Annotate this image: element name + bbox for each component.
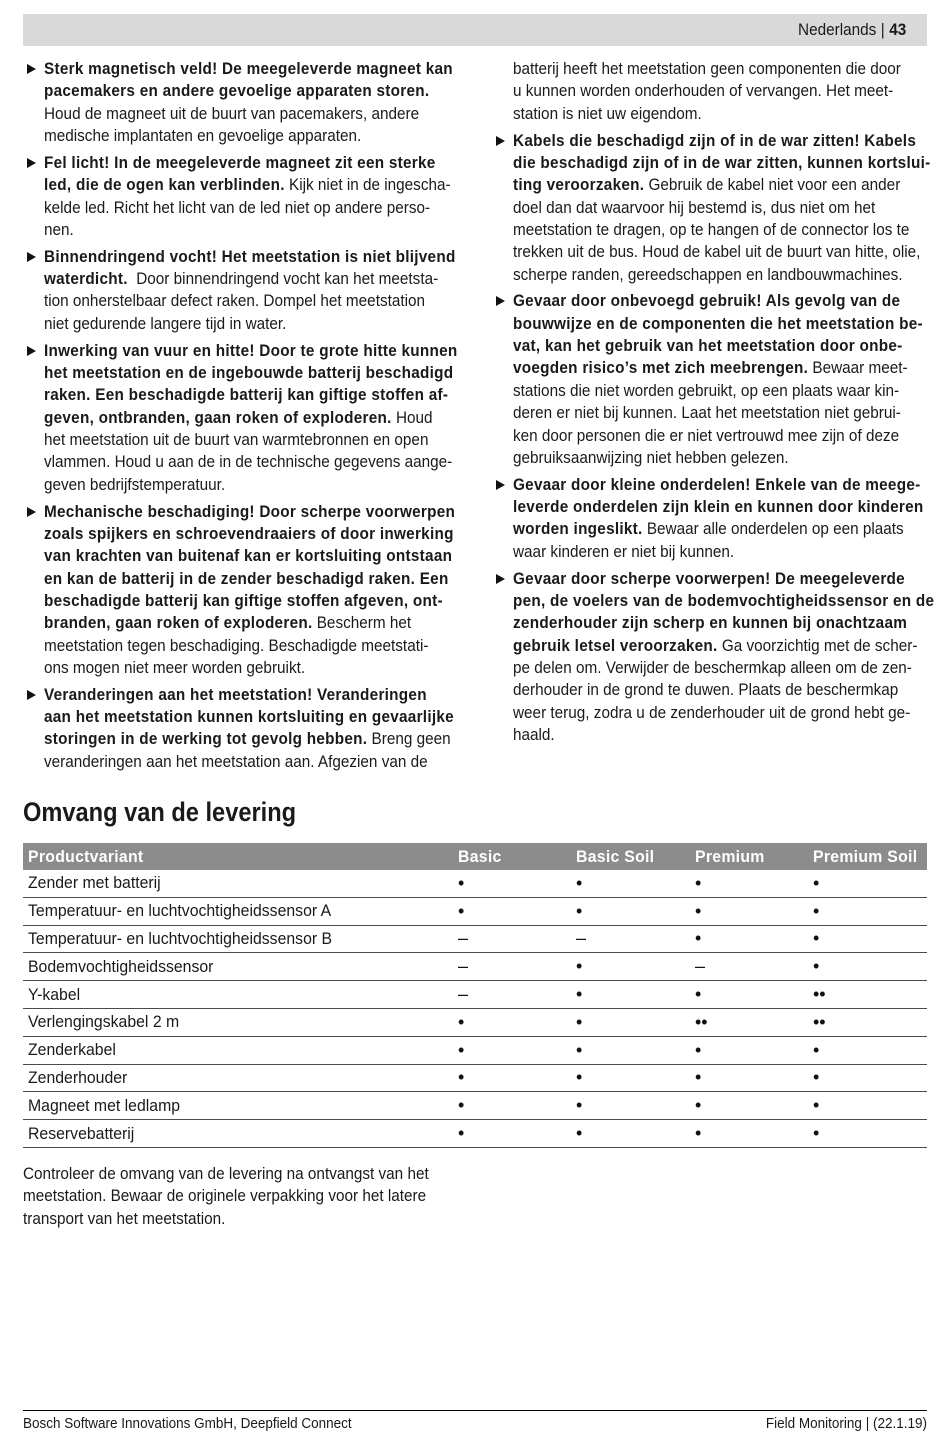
text-line	[44, 612, 418, 634]
body-text: Ga voorzichtig met de scher-	[717, 635, 918, 655]
body-text: weer terug, zodra u de zenderhouder uit de grond hebt ge-	[513, 702, 911, 722]
safety-warning-item	[492, 290, 927, 469]
body-text: Door binnendringend vocht kan het meetsta-	[127, 269, 439, 289]
body-text: station is niet uw eigendom.	[513, 103, 702, 123]
warning-bold-text: en kan de batterij in de zender beschadigd raken. Een	[44, 568, 449, 588]
warning-bold-text: Gevaar door onbevoegd gebruik! Als gevolg van de	[513, 291, 901, 311]
header-separator: |	[880, 20, 885, 39]
bullet-triangle-icon	[27, 252, 36, 262]
availability-cell: ••	[813, 984, 826, 1005]
note-line: Controleer de omvang van de levering na ontvangst van het	[23, 1164, 429, 1183]
text-line	[513, 313, 923, 335]
warning-bold-text: Kabels die beschadigd zijn of in de war zitten! Kabels	[513, 130, 917, 150]
text-line	[44, 58, 453, 80]
bullet-triangle-icon	[27, 158, 36, 168]
warning-bold-text: storingen in de werking tot gevolg hebben.	[44, 729, 368, 749]
table-header-cell	[576, 843, 690, 870]
text-line	[513, 152, 931, 174]
item-name: Zenderkabel	[28, 1040, 116, 1060]
warning-bold-text: pacemakers en andere gevoelige apparaten storen.	[44, 81, 430, 101]
body-text: batterij heeft het meetstation geen componenten die door	[513, 59, 901, 78]
text-line	[44, 246, 456, 268]
text-line	[513, 219, 910, 241]
availability-cell: –	[695, 956, 706, 977]
table-row	[23, 953, 927, 981]
text-line	[513, 518, 904, 540]
warning-bold-text: beschadigde batterij kan giftige stoffen afgeven, ont-	[44, 590, 443, 610]
item-name-cell	[28, 898, 453, 925]
warning-bold-text: geven, ontbranden, gaan roken of exploderen.	[44, 407, 392, 427]
availability-cell: •	[813, 928, 820, 949]
text-line	[44, 451, 453, 473]
body-text: meetstation tegen beschadiging. Beschadigde meetstati-	[44, 635, 429, 655]
warning-bold-text: waterdicht.	[44, 269, 128, 289]
item-name-cell	[28, 1120, 453, 1147]
body-text: meetstation te dragen, op te hangen of de connector los te	[513, 219, 910, 239]
warning-bold-text: aan het meetstation kunnen kortsluiting en gevaarlijke	[44, 707, 454, 727]
warning-bold-text: ting veroorzaken.	[513, 175, 645, 195]
warning-bold-text: Gevaar door scherpe voorwerpen! De meegeleverde	[513, 568, 905, 588]
availability-cell: •	[458, 1011, 465, 1032]
availability-cell: –	[458, 984, 469, 1005]
text-line	[513, 568, 905, 590]
text-line	[44, 125, 418, 147]
text-line	[513, 174, 901, 196]
note-line: meetstation. Bewaar de originele verpakking voor het latere	[23, 1186, 427, 1206]
body-text: geven bedrijfstemperatuur.	[44, 474, 226, 494]
text-line	[513, 402, 901, 424]
table-header-cell	[695, 843, 808, 870]
warning-bold-text: leverde onderdelen zijn klein en kunnen door kinderen	[513, 497, 924, 517]
text-line	[44, 407, 433, 429]
table-header-label: Premium Soil	[813, 846, 918, 866]
table-row	[23, 981, 927, 1009]
table-header-row	[23, 843, 927, 870]
text-line	[44, 362, 454, 384]
table-header-cell	[813, 843, 927, 870]
availability-cell: –	[458, 956, 469, 977]
text-line	[513, 679, 899, 701]
safety-warning-item	[492, 568, 935, 747]
text-line	[513, 103, 886, 125]
availability-cell: •	[576, 1039, 583, 1060]
text-line	[44, 103, 418, 125]
availability-cell: •	[576, 984, 583, 1005]
warning-bold-text: van krachten van buitenaf kan er kortsluiting ontstaan	[44, 546, 453, 566]
body-text: tion onherstelbaar defect raken. Dompel het meetstation	[44, 291, 426, 311]
item-name: Temperatuur- en luchtvochtigheidssensor A	[28, 901, 332, 921]
language-label: Nederlands	[797, 20, 876, 39]
text-line	[44, 429, 429, 451]
text-line	[44, 474, 418, 496]
warning-bold-text: raken. Een beschadigde batterij kan giftige stoffen af-	[44, 385, 449, 405]
body-text: u kunnen worden onderhouden of vervangen. Het meet-	[513, 81, 894, 101]
table-header-label: Basic Soil	[576, 846, 655, 866]
availability-cell: •	[576, 1067, 583, 1088]
availability-cell: •	[576, 1011, 583, 1032]
bullet-triangle-icon	[496, 296, 505, 306]
body-text: Kijk niet in de ingescha-	[284, 175, 451, 195]
availability-cell: •	[695, 1095, 702, 1116]
body-text: waar kinderen er niet bij kunnen.	[513, 541, 735, 561]
page-header-label	[798, 14, 906, 46]
safety-warning-item	[23, 152, 460, 241]
warning-bold-text: voegden risico’s met zich meebrengen.	[513, 358, 809, 378]
page-number: 43	[888, 20, 906, 39]
text-line	[44, 635, 429, 657]
bullet-triangle-icon	[496, 574, 505, 584]
page-header	[23, 14, 927, 46]
text-line	[513, 702, 911, 724]
body-text: stations die niet worden gebruikt, op een plaats waar kin-	[513, 380, 900, 400]
text-line	[44, 684, 427, 706]
text-line	[44, 80, 430, 102]
availability-cell: •	[458, 1067, 465, 1088]
body-text: ons mogen niet meer worden gebruikt.	[44, 657, 306, 677]
item-name: Verlengingskabel 2 m	[28, 1012, 180, 1032]
availability-cell: •	[813, 1039, 820, 1060]
item-name: Y-kabel	[28, 984, 81, 1004]
item-name-cell	[28, 1092, 453, 1119]
warning-bold-text: gebruik letsel veroorzaken.	[513, 635, 718, 655]
availability-cell: •	[695, 1067, 702, 1088]
bullet-triangle-icon	[496, 136, 505, 146]
warning-bold-text: Fel licht! In de meegeleverde magneet zit een sterke	[44, 152, 436, 172]
availability-cell: •	[458, 900, 465, 921]
text-line	[513, 612, 908, 634]
text-line	[44, 501, 456, 523]
scope-of-delivery-table	[23, 843, 927, 1148]
table-header-label: Premium	[695, 846, 765, 866]
body-text: nen.	[44, 219, 74, 239]
item-name: Zender met batterij	[28, 873, 161, 893]
body-text: Bewaar meet-	[808, 358, 908, 378]
safety-warning-item	[492, 474, 927, 563]
text-line	[44, 152, 436, 174]
body-text: Breng geen	[367, 729, 451, 749]
text-line	[513, 425, 900, 447]
availability-cell: •	[813, 900, 820, 921]
availability-cell: •	[458, 1039, 465, 1060]
body-text: kelde led. Richt het licht van de led niet op andere perso-	[44, 197, 431, 217]
body-text: scherpe randen, gereedschappen en landbouwmachines.	[513, 264, 903, 284]
text-line	[44, 728, 451, 750]
body-text: Houd	[391, 407, 433, 427]
bullet-triangle-icon	[27, 346, 36, 356]
body-text: derhouder in de grond te duwen. Plaats de beschermkap	[513, 680, 899, 700]
safety-warning-item	[23, 246, 460, 335]
body-text: pe delen om. Verwijder de beschermkap alleen om de zen-	[513, 657, 912, 677]
text-line	[513, 380, 900, 402]
body-text: haald.	[513, 724, 555, 744]
text-line	[513, 357, 908, 379]
availability-cell: ••	[695, 1011, 708, 1032]
availability-cell: •	[813, 872, 820, 893]
warning-bold-text: Mechanische beschadiging! Door scherpe voorwerpen	[44, 501, 456, 521]
body-text: Bewaar alle onderdelen op een plaats	[642, 519, 904, 539]
availability-cell: •	[576, 1123, 583, 1144]
availability-cell: •	[813, 1123, 820, 1144]
text-line	[513, 590, 935, 612]
item-name: Reservebatterij	[28, 1123, 135, 1143]
warning-bold-text: worden ingeslikt.	[513, 519, 643, 539]
table-body	[23, 870, 927, 1148]
table-header-label: Basic	[458, 846, 502, 866]
continued-paragraph	[492, 58, 927, 125]
body-text: medische implantaten en gevoelige apparaten.	[44, 126, 362, 146]
availability-cell: •	[695, 1039, 702, 1060]
text-line	[513, 264, 903, 286]
text-line	[513, 80, 894, 102]
table-row	[23, 870, 927, 898]
table-row	[23, 1092, 927, 1120]
body-text: vlammen. Houd u aan de in de technische gegevens aange-	[44, 452, 453, 472]
item-name: Temperatuur- en luchtvochtigheidssensor B	[28, 928, 333, 948]
item-name-cell	[28, 1009, 453, 1036]
table-row	[23, 1120, 927, 1148]
text-line	[513, 130, 917, 152]
item-name-cell	[28, 870, 453, 897]
warning-bold-text: branden, gaan roken of exploderen.	[44, 613, 313, 633]
body-text: ken door personen die er niet vertrouwd mee zijn of deze	[513, 425, 900, 445]
body-text: trekken uit de bus. Houd de kabel uit de buurt van hitte, olie,	[513, 242, 921, 262]
warning-bold-text: pen, de voelers van de bodemvochtigheidssensor en de	[513, 590, 935, 610]
text-line	[513, 335, 903, 357]
text-line	[44, 340, 458, 362]
table-row	[23, 1009, 927, 1037]
warning-bold-text: zoals spijkers en schroevendraaiers of door inwerking	[44, 523, 454, 543]
text-line	[513, 474, 921, 496]
item-name: Magneet met ledlamp	[28, 1095, 181, 1115]
text-line	[513, 197, 886, 219]
safety-warning-item	[23, 501, 460, 680]
text-line	[44, 706, 454, 728]
body-text: Gebruik de kabel niet voor een ander	[644, 175, 901, 195]
delivery-note	[23, 1163, 927, 1230]
item-name: Bodemvochtigheidssensor	[28, 956, 214, 976]
warning-bold-text: Sterk magnetisch veld! De meegeleverde magneet kan	[44, 59, 453, 78]
text-line	[44, 219, 418, 241]
right-column	[492, 58, 935, 751]
warning-bold-text: Veranderingen aan het meetstation! Veranderingen	[44, 684, 427, 704]
body-text: het meetstation uit de buurt van warmtebronnen en open	[44, 430, 429, 449]
body-text: Bescherm het	[312, 613, 412, 633]
table-header-cell	[28, 843, 453, 870]
availability-cell: •	[695, 900, 702, 921]
body-text: deren er niet bij kunnen. Laat het meetstation niet gebrui-	[513, 403, 901, 423]
availability-cell: •	[576, 872, 583, 893]
item-name-cell	[28, 926, 453, 953]
text-line	[44, 523, 454, 545]
table-row	[23, 926, 927, 954]
bullet-triangle-icon	[27, 690, 36, 700]
item-name-cell	[28, 981, 453, 1008]
text-line	[513, 290, 901, 312]
text-line	[513, 724, 886, 746]
availability-cell: •	[695, 984, 702, 1005]
safety-warning-item	[23, 684, 460, 773]
text-line	[44, 384, 449, 406]
table-row	[23, 898, 927, 926]
availability-cell: •	[813, 1067, 820, 1088]
availability-cell: •	[695, 928, 702, 949]
table-header-label: Productvariant	[28, 846, 144, 866]
note-line: transport van het meetstation.	[23, 1208, 226, 1228]
text-line	[513, 241, 921, 263]
text-line	[44, 657, 418, 679]
table-row	[23, 1037, 927, 1065]
availability-cell: •	[695, 872, 702, 893]
text-line	[44, 545, 453, 567]
warning-bold-text: vat, kan het gebruik van het meetstation door onbe-	[513, 336, 903, 356]
warning-bold-text: bouwwijze en de componenten die het meetstation be-	[513, 313, 923, 333]
availability-cell: •	[576, 956, 583, 977]
safety-warning-item	[23, 340, 460, 496]
availability-cell: •	[576, 900, 583, 921]
availability-cell: •	[813, 1095, 820, 1116]
warning-bold-text: led, die de ogen kan verblinden.	[44, 175, 285, 195]
body-text: niet gedurende langere tijd in water.	[44, 313, 287, 333]
text-line	[513, 657, 912, 679]
warning-bold-text: het meetstation en de ingebouwde batterij beschadigd	[44, 362, 454, 382]
warning-bold-text: Binnendringend vocht! Het meetstation is niet blijvend	[44, 246, 456, 266]
warning-bold-text: zenderhouder zijn scherp en kunnen bij onachtzaam	[513, 613, 908, 633]
text-line	[44, 268, 439, 290]
availability-cell: •	[458, 1095, 465, 1116]
body-text: veranderingen aan het meetstation aan. Afgezien van de	[44, 751, 428, 771]
item-name-cell	[28, 1065, 453, 1092]
text-line	[513, 635, 918, 657]
safety-warning-item	[492, 130, 931, 286]
body-text: doel dan dat waarvoor hij bestemd is, dus niet om het	[513, 197, 876, 217]
text-line	[513, 447, 886, 469]
availability-cell: –	[458, 928, 469, 949]
warning-bold-text: die beschadigd zijn of in de war zitten, kunnen kortslui-	[513, 152, 931, 172]
text-line	[44, 751, 428, 773]
text-line	[44, 313, 418, 335]
body-text: Houd de magneet uit de buurt van pacemakers, andere	[44, 103, 420, 123]
item-name: Zenderhouder	[28, 1067, 128, 1087]
availability-cell: •	[576, 1095, 583, 1116]
footer-divider	[23, 1410, 927, 1411]
text-line	[513, 541, 886, 563]
footer-publisher: Bosch Software Innovations GmbH, Deepfield Connect	[23, 1415, 352, 1432]
text-line	[44, 290, 426, 312]
table-row	[23, 1065, 927, 1093]
availability-cell: –	[576, 928, 587, 949]
text-line	[513, 496, 924, 518]
text-line	[44, 590, 443, 612]
footer-document-info: Field Monitoring | (22.1.19)	[765, 1415, 927, 1432]
text-line	[44, 174, 451, 196]
availability-cell: ••	[813, 1011, 826, 1032]
text-line	[513, 58, 901, 80]
safety-warning-item	[23, 58, 460, 147]
availability-cell: •	[813, 956, 820, 977]
bullet-triangle-icon	[496, 480, 505, 490]
bullet-triangle-icon	[27, 64, 36, 74]
availability-cell: •	[458, 1123, 465, 1144]
availability-cell: •	[458, 872, 465, 893]
availability-cell: •	[695, 1123, 702, 1144]
item-name-cell	[28, 953, 453, 980]
body-text: gebruiksaanwijzing niet hebben gelezen.	[513, 447, 789, 467]
warning-bold-text: Gevaar door kleine onderdelen! Enkele van de meege-	[513, 474, 921, 494]
text-line	[44, 568, 449, 590]
text-line	[44, 197, 431, 219]
section-title: Omvang van de levering	[23, 797, 297, 827]
left-column	[23, 58, 460, 778]
table-header-cell	[458, 843, 571, 870]
warning-bold-text: Inwerking van vuur en hitte! Door te grote hitte kunnen	[44, 340, 458, 360]
bullet-triangle-icon	[27, 507, 36, 517]
item-name-cell	[28, 1037, 453, 1064]
